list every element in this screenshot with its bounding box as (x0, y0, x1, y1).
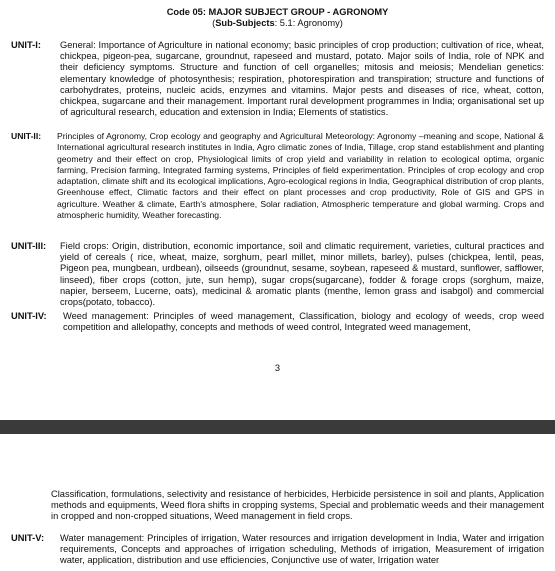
unit-2-label: UNIT-II: (11, 131, 42, 141)
page-subtitle (0, 18, 555, 29)
unit-1-label: UNIT-I: (11, 40, 41, 50)
unit-5-text: Water management: Principles of irrigation, Water resources and irrigation development in India, Water and irrigation requirements, Concepts and approaches of irrigation scheduling, Methods of irrigation, Measurement of irrigation water, application, distribution and use efficiencies, Conjunctive use of water, Irrigation water (60, 533, 544, 566)
subtitle-rest: : 5.1: Agronomy) (274, 18, 343, 28)
unit-5-label: UNIT-V: (11, 533, 45, 543)
unit-3-text: Field crops: Origin, distribution, economic importance, soil and climatic requirement, varieties, cultural practices and yield of cereals ( rice, wheat, maize, sorghum, pearl millet, minor millets, barley), pulses (chickpea, lentil, peas, Pigeon pea, mungbean, urdbean), oilseeds (groundnut, sesame, soybean, rapeseed & mustard, sunflower, safflower, linseed), fiber crops (cotton, jute, sun hemp), sugar crops(sugarcane), fodder & forage crops (sorghum, maize, napier, berseem, Lucerne, oats), medicinal & aromatic plants (menthe, lemon grass and isabgol) and commercial crops(potato, tobacco). (60, 241, 544, 308)
unit-5-section (11, 533, 544, 567)
page-title: Code 05: MAJOR SUBJECT GROUP - AGRONOMY (166, 7, 389, 17)
page-number: 3 (274, 363, 281, 373)
unit-2-text: Principles of Agronomy, Crop ecology and geography and Agricultural Meteorology: Agronomy –meaning and scope, National & International agricultural research institutes in India, Agro climatic zones of India, Tillage, crop stand establishment and planting geometry and their effect on crop, Physiological limits of crop yield and variability in relation to ecological optima, organic farming, Precision farming, Integrated farming systems, Principles of field experimentation. Principles of crop ecology and crop adaptation, climate shift and its ecological implications, Agro-ecological regions in India, Geographical distribution of crop plants, Greenhouse effect, Climatic factors and their effect on plant processes and crop productivity, Role of GIS and GPS in agriculture. Weather & climate, Earth's atmosphere, Solar radiation, Atmospheric temperature and global warming. Crops and atmospheric humidity, Weather forecasting. (57, 131, 544, 221)
page-separator (0, 420, 555, 434)
unit-1-text: General: Importance of Agriculture in national economy; basic principles of crop production; cultivation of rice, wheat, chickpea, pigeon-pea, sugarcane, groundnut, rapeseed and mustard, potato. Major soils of India, role of NPK and their deficiency symptoms. Structure and function of cell organelles; mitosis and meiosis; Mendelian genetics: elementary knowledge of photosynthesis; respiration, photorespiration and transpiration; structure and functions of carbohydrates, proteins, nucleic acids, enzymes and vitamins. Major pests and diseases of rice, wheat, cotton, chickpea, sugarcane and their management. Important rural development programmes in India; organisational set up of agricultural research, education and extension in India; Elements of statistics. (60, 40, 544, 118)
unit-2-section (11, 131, 544, 221)
unit-4-text: Weed management: Principles of weed management, Classification, biology and ecology of weeds, crop weed competition and allelopathy, concepts and methods of weed control, Integrated weed management, (63, 311, 544, 333)
unit-4-label: UNIT-IV: (11, 311, 47, 321)
subtitle-open: ( (212, 18, 216, 28)
unit-1-section (11, 40, 544, 118)
subtitle-bold: Sub-Subjects (215, 18, 275, 28)
unit-3-label: UNIT-III: (11, 241, 47, 251)
unit-3-section (11, 241, 544, 308)
unit-4-continuation-text: Classification, formulations, selectivity and resistance of herbicides, Herbicide persistence in soil and plants, Application methods and equipments, Weed flora shifts in cropping systems, Special and problematic weeds and their management in cropped and non-cropped situations, Weed management in field crops. (51, 489, 544, 522)
unit-4-section (11, 311, 544, 333)
